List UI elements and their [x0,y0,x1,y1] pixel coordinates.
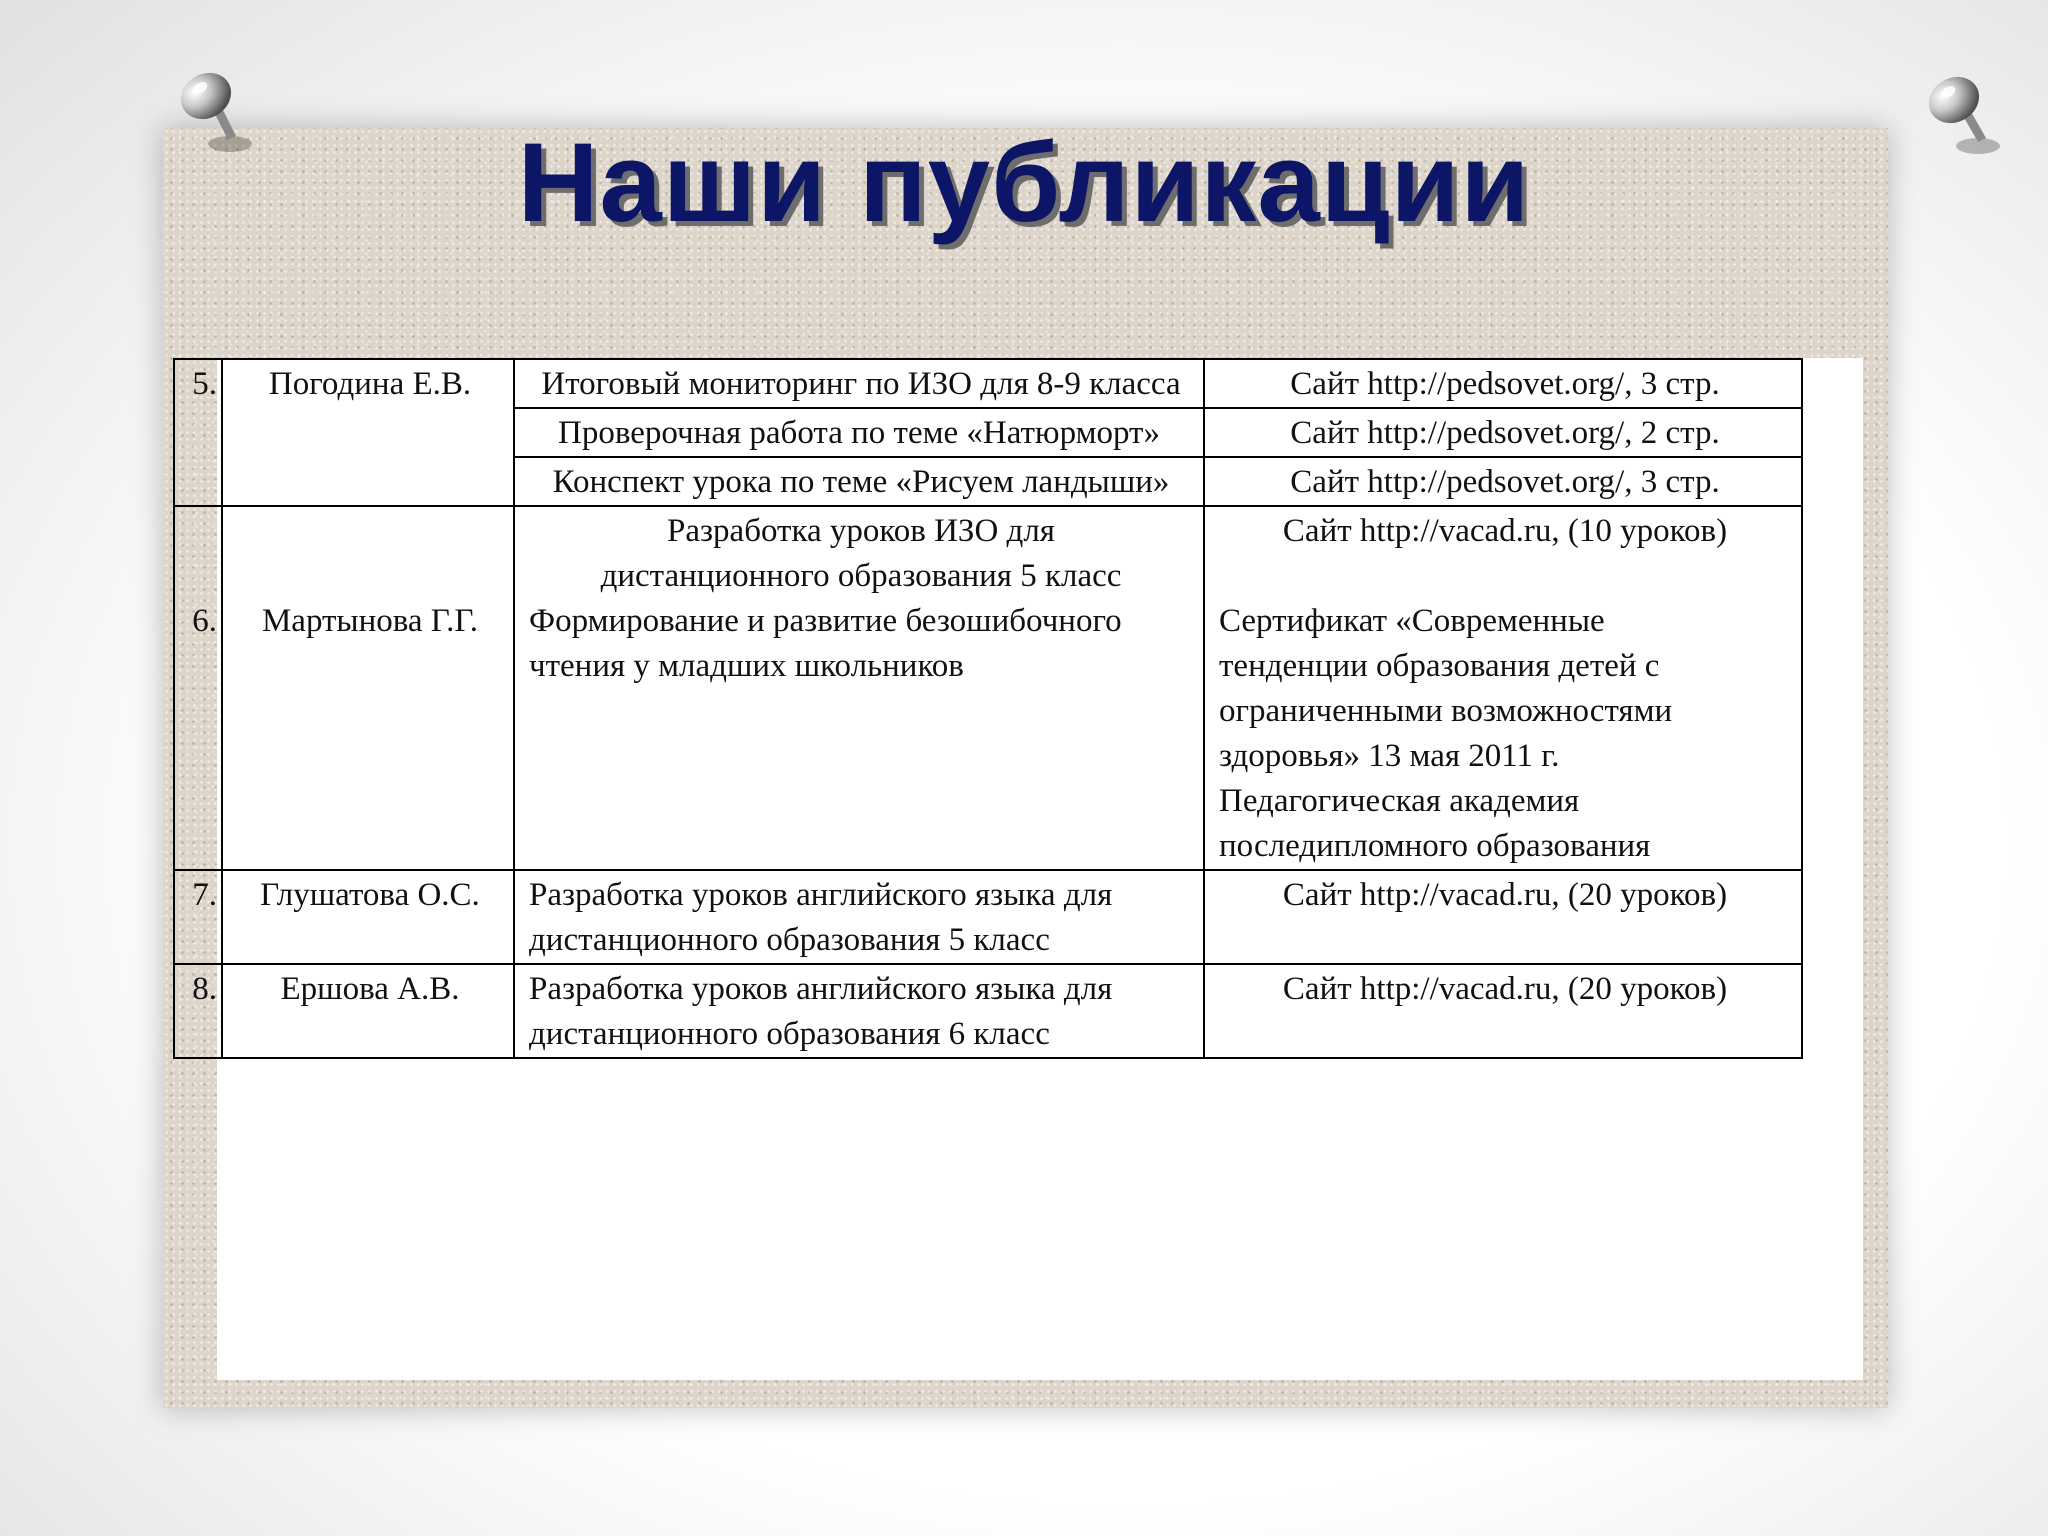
slide-title: Наши публикации [517,120,1531,245]
author-cell: Глушатова О.С. [222,870,514,964]
row-number-text: 6. [192,603,217,639]
source-cell: Сайт http://pedsovet.org/, 3 стр. [1204,359,1802,408]
publications-sheet [192,358,1863,1380]
source-text: Сайт http://vacad.ru, (10 уроков) [1282,513,1728,549]
author-cell: Ершова А.В. [222,964,514,1058]
source-cell: Сайт http://vacad.ru, (20 уроков) [1204,870,1802,964]
work-cell: Конспект урока по теме «Рисуем ландыши» [514,457,1204,506]
table-row [174,359,1802,408]
work-cell: Разработка уроков английского языка для дистанционного образования 6 класс [514,964,1204,1058]
row-number: 7. [174,870,222,964]
publications-table [173,358,1803,1059]
work-title: Разработка уроков ИЗО для дистанционного образования 5 класс [600,513,1122,594]
author-cell: Погодина Е.В. [222,359,514,506]
work-cell: Проверочная работа по теме «Натюрморт» [514,408,1204,457]
source-cell: Сайт http://pedsovet.org/, 2 стр. [1204,408,1802,457]
table-row [174,870,1802,964]
author-cell [222,506,514,870]
work-cell: Разработка уроков английского языка для дистанционного образования 5 класс [514,870,1204,964]
row-number [174,506,222,870]
row-number: 5. [174,359,222,506]
work-title: Формирование и развитие безошибочного чтения у младших школьников [529,603,1122,684]
certificate-text: Сертификат «Современные тенденции образования детей с ограниченными возможностями здоровья» 13 мая 2011 г. Педагогическая академия последипломного образования [1219,603,1673,864]
source-cell: Сайт http://vacad.ru, (20 уроков) [1204,964,1802,1058]
source-cell: Сайт http://pedsovet.org/, 3 стр. [1204,457,1802,506]
table-row [174,506,1802,870]
work-cell [514,506,1204,870]
row-number: 8. [174,964,222,1058]
work-cell: Итоговый мониторинг по ИЗО для 8-9 класса [514,359,1204,408]
source-cell [1204,506,1802,870]
author-name: Мартынова Г.Г. [261,603,479,639]
table-row [174,964,1802,1058]
